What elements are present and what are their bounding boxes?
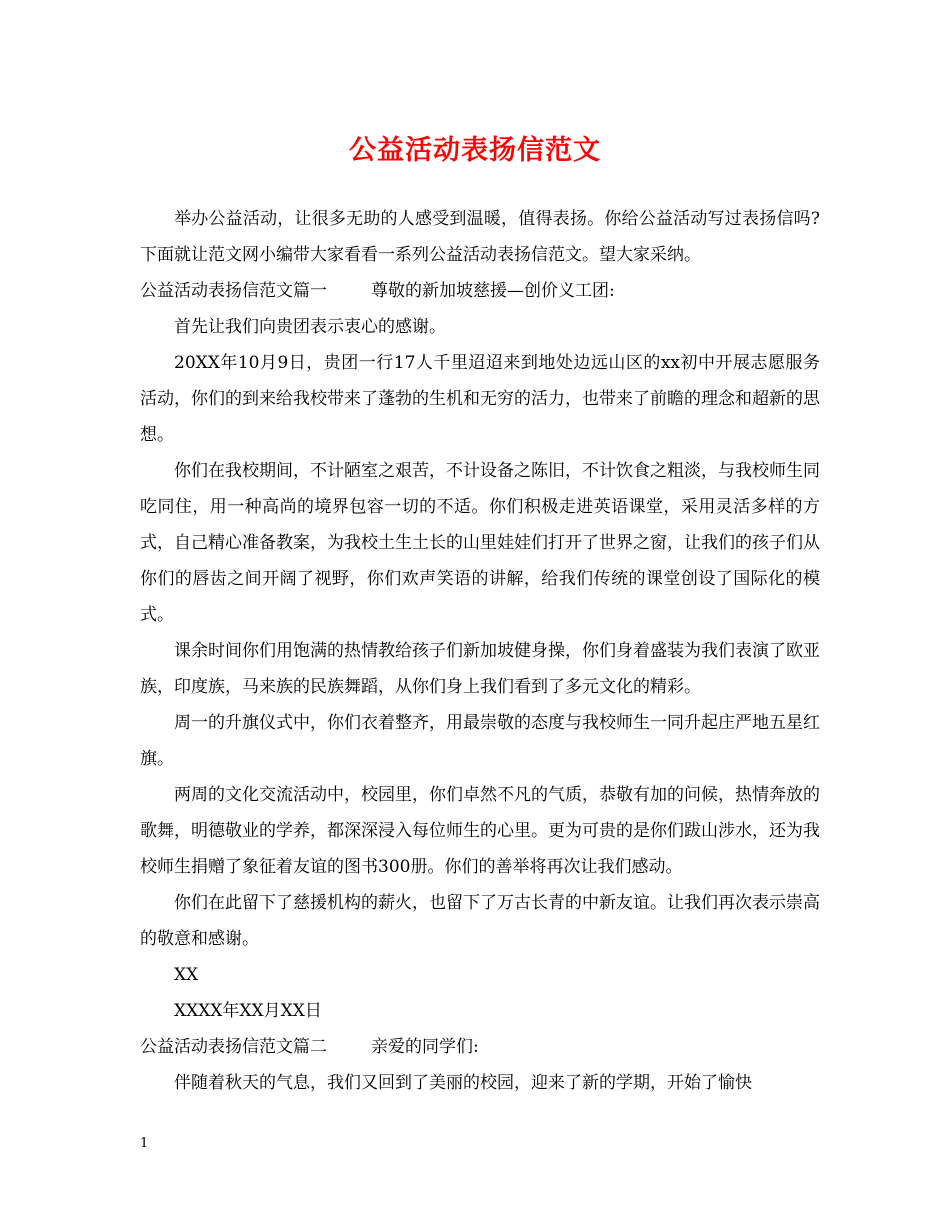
letter1-heading: 公益活动表扬信范文篇一 <box>140 281 327 301</box>
intro-paragraph: 举办公益活动，让很多无助的人感受到温暖，值得表扬。你给公益活动写过表扬信吗?下面就让范文网小编带大家看看一系列公益活动表扬信范文。望大家采纳。 <box>140 209 820 265</box>
document-body <box>140 201 820 1101</box>
document-title: 公益活动表扬信范文 <box>349 135 601 166</box>
letter2-heading: 公益活动表扬信范文篇二 <box>140 1037 327 1057</box>
letter1-heading-line <box>140 273 820 309</box>
letter1-signature: XX <box>174 965 199 985</box>
letter1-paragraph: 两周的文化交流活动中，校园里，你们卓然不凡的气质，恭敬有加的问候，热情奔放的歌舞，明德敬业的学养，都深深浸入每位师生的心里。更为可贵的是你们跋山涉水，还为我校师生捐赠了象征着友谊的图书300册。你们的善举将再次让我们感动。 <box>140 785 820 877</box>
letter1-paragraph: 20XX年10月9日，贵团一行17人千里迢迢来到地处边远山区的xx初中开展志愿服务活动，你们的到来给我校带来了蓬勃的生机和无穷的活力，也带来了前瞻的理念和超新的思想。 <box>140 353 820 445</box>
letter1-paragraph: 你们在此留下了慈援机构的薪火，也留下了万古长青的中新友谊。让我们再次表示崇高的敬意和感谢。 <box>140 893 820 949</box>
letter1-paragraph: 首先让我们向贵团表示衷心的感谢。 <box>174 317 446 337</box>
letter2-salutation: 亲爱的同学们: <box>371 1037 479 1057</box>
letter2-heading-line <box>140 1029 820 1065</box>
letter1-paragraph: 你们在我校期间，不计陋室之艰苦，不计设备之陈旧，不计饮食之粗淡，与我校师生同吃同住，用一种高尚的境界包容一切的不适。你们积极走进英语课堂，采用灵活多样的方式，自己精心准备教案，为我校土生土长的山里娃娃们打开了世界之窗，让我们的孩子们从你们的唇齿之间开阔了视野，你们欢声笑语的讲解，给我们传统的课堂创设了国际化的模式。 <box>140 461 820 625</box>
letter1-date: XXXX年XX月XX日 <box>174 1001 322 1021</box>
letter1-paragraph: 课余时间你们用饱满的热情教给孩子们新加坡健身操，你们身着盛装为我们表演了欧亚族，印度族，马来族的民族舞蹈，从你们身上我们看到了多元文化的精彩。 <box>140 641 820 697</box>
page-number: 1 <box>140 1136 149 1151</box>
letter1-salutation: 尊敬的新加坡慈援—创价义工团: <box>371 281 615 301</box>
letter2-paragraph: 伴随着秋天的气息，我们又回到了美丽的校园，迎来了新的学期，开始了愉快 <box>174 1073 752 1093</box>
letter1-paragraph: 周一的升旗仪式中，你们衣着整齐，用最崇敬的态度与我校师生一同升起庄严地五星红旗。 <box>140 713 820 769</box>
